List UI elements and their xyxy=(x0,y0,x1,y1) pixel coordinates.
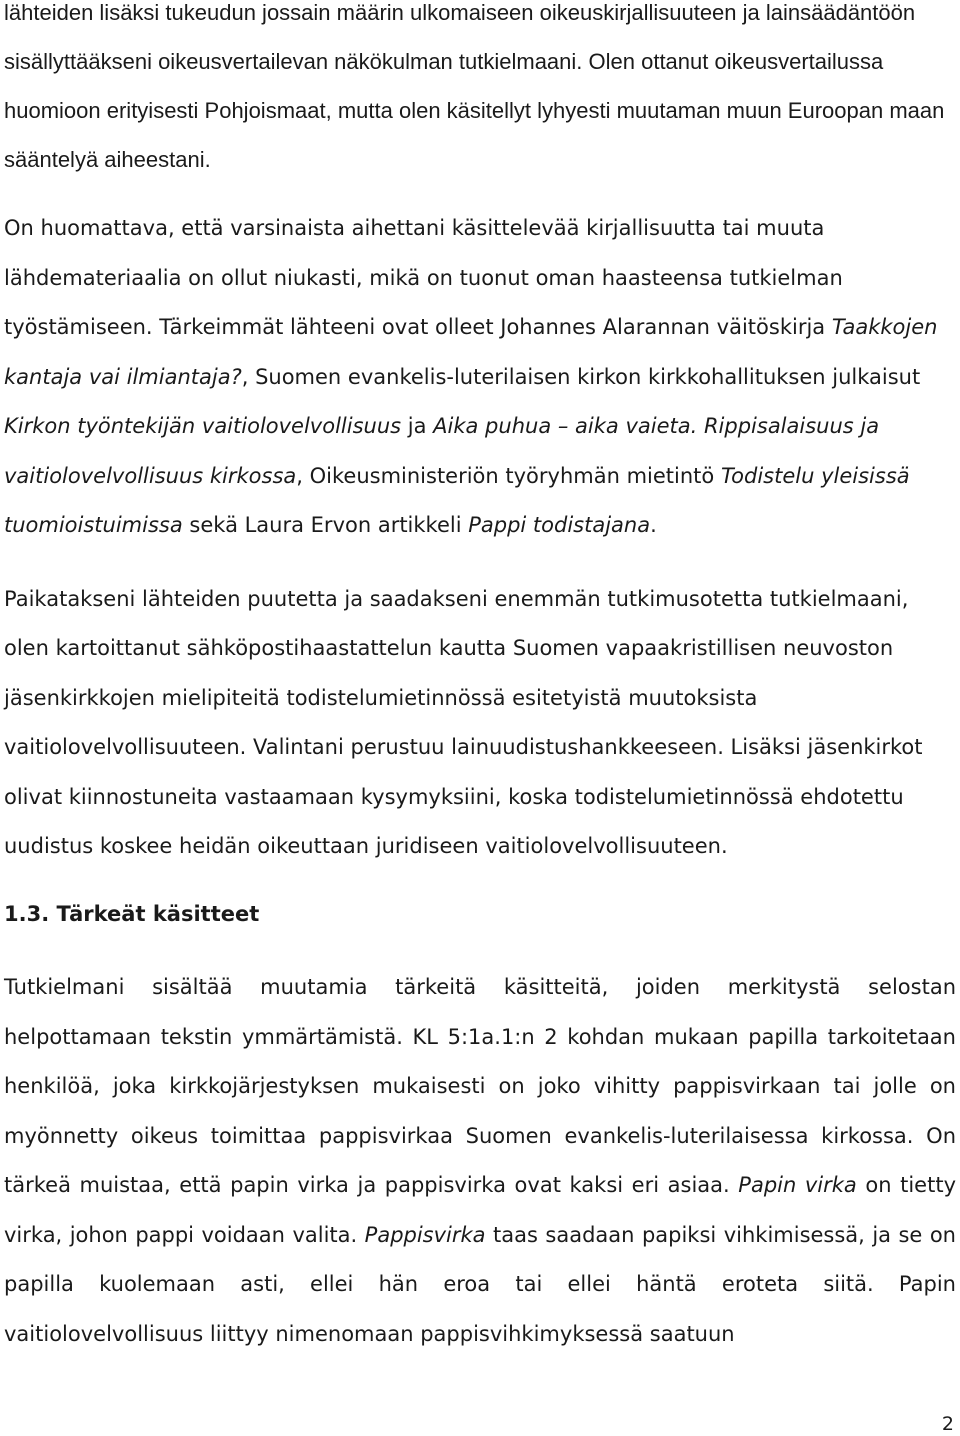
text-run: . xyxy=(650,513,657,537)
text-run: On huomattava, että varsinaista aihettani käsittelevää kirjallisuutta tai muuta lähdemateriaalia on ollut niukasti, mikä on tuonut oman haasteensa tutkielman työstämiseen. Tärkeimmät lähteeni ovat olleet Johannes Alarannan väitöskirja xyxy=(4,216,843,339)
italic-term: Papin virka xyxy=(738,1173,857,1197)
italic-title: Aika puhua – aika vaieta. Rippisalaisuus ja vaitiolovelvollisuus kirkossa xyxy=(4,414,880,488)
text-run: sekä Laura Ervon artikkeli xyxy=(182,513,469,537)
document-page xyxy=(4,0,956,1359)
italic-title: Kirkon työntekijän vaitiolovelvollisuus xyxy=(4,414,402,438)
paragraph-sources xyxy=(4,204,956,551)
paragraph-intro-continued: lähteiden lisäksi tukeudun jossain määrin ulkomaiseen oikeuskirjallisuuteen ja lainsäädäntöön sisällyttääkseni oikeusvertailevan näkökulman tutkielmaani. Olen ottanut oikeusvertailussa huomioon erityisesti Pohjoismaat, mutta olen käsitellyt lyhyesti muutaman muun Euroopan maan sääntelyä aiheestani. xyxy=(4,0,945,172)
page-number: 2 xyxy=(941,1413,954,1435)
text-run: ja xyxy=(401,414,434,438)
paragraph-concepts xyxy=(4,963,956,1359)
text-run: on tietty virka, johon pappi voidaan valita. xyxy=(4,1173,956,1247)
text-run: Tutkielmani sisältää muutamia tärkeitä käsitteitä, joiden merkitystä selostan helpottamaan tekstin ymmärtämistä. KL 5:1a.1:n 2 kohdan mukaan papilla tarkoitetaan henkilöä, joka kirkkojärjestyksen mukaisesti on joko vihitty pappisvirkaan tai jolle on myönnetty oikeus toimittaa pappisvirkaa Suomen evankelis-luterilaisessa kirkossa. On tärkeä muistaa, että papin virka ja pappisvirka ovat kaksi eri asiaa. xyxy=(4,975,956,1197)
italic-title: Taakkojen kantaja vai ilmiantaja? xyxy=(4,315,938,389)
text-run: , Suomen evankelis-luterilaisen kirkon kirkkohallituksen julkaisut xyxy=(241,364,921,389)
italic-title: Todistelu yleisissä tuomioistuimissa xyxy=(4,463,910,537)
italic-title: Pappi todistajana xyxy=(468,513,651,537)
section-heading: 1.3. Tärkeät käsitteet xyxy=(4,901,260,926)
text-run: taas saadaan papiksi vihkimisessä, ja se on papilla kuolemaan asti, ellei hän eroa tai ellei häntä eroteta siitä. Papin vaitiolovelvollisuus liittyy nimenomaan pappisvihkimyksessä saatuun xyxy=(4,1222,956,1346)
text-run: , Oikeusministeriön työryhmän mietintö xyxy=(296,463,721,488)
italic-term: Pappisvirka xyxy=(364,1222,486,1247)
paragraph-interviews: Paikatakseni lähteiden puutetta ja saadakseni enemmän tutkimusotetta tutkielmaani, olen kartoittanut sähköpostihaastattelun kautta Suomen vapaakristillisen neuvoston jäsenkirkkojen mielipiteitä todistelumietinnössä esitetyistä muutoksista vaitiolovelvollisuuteen. Valintani perustuu lainuudistushankkeeseen. Lisäksi jäsenkirkot olivat kiinnostuneita vastaamaan kysymyksiini, koska todistelumietinnössä ehdotettu uudistus koskee heidän oikeuttaan juridiseen vaitiolovelvollisuuteen. xyxy=(4,586,923,858)
